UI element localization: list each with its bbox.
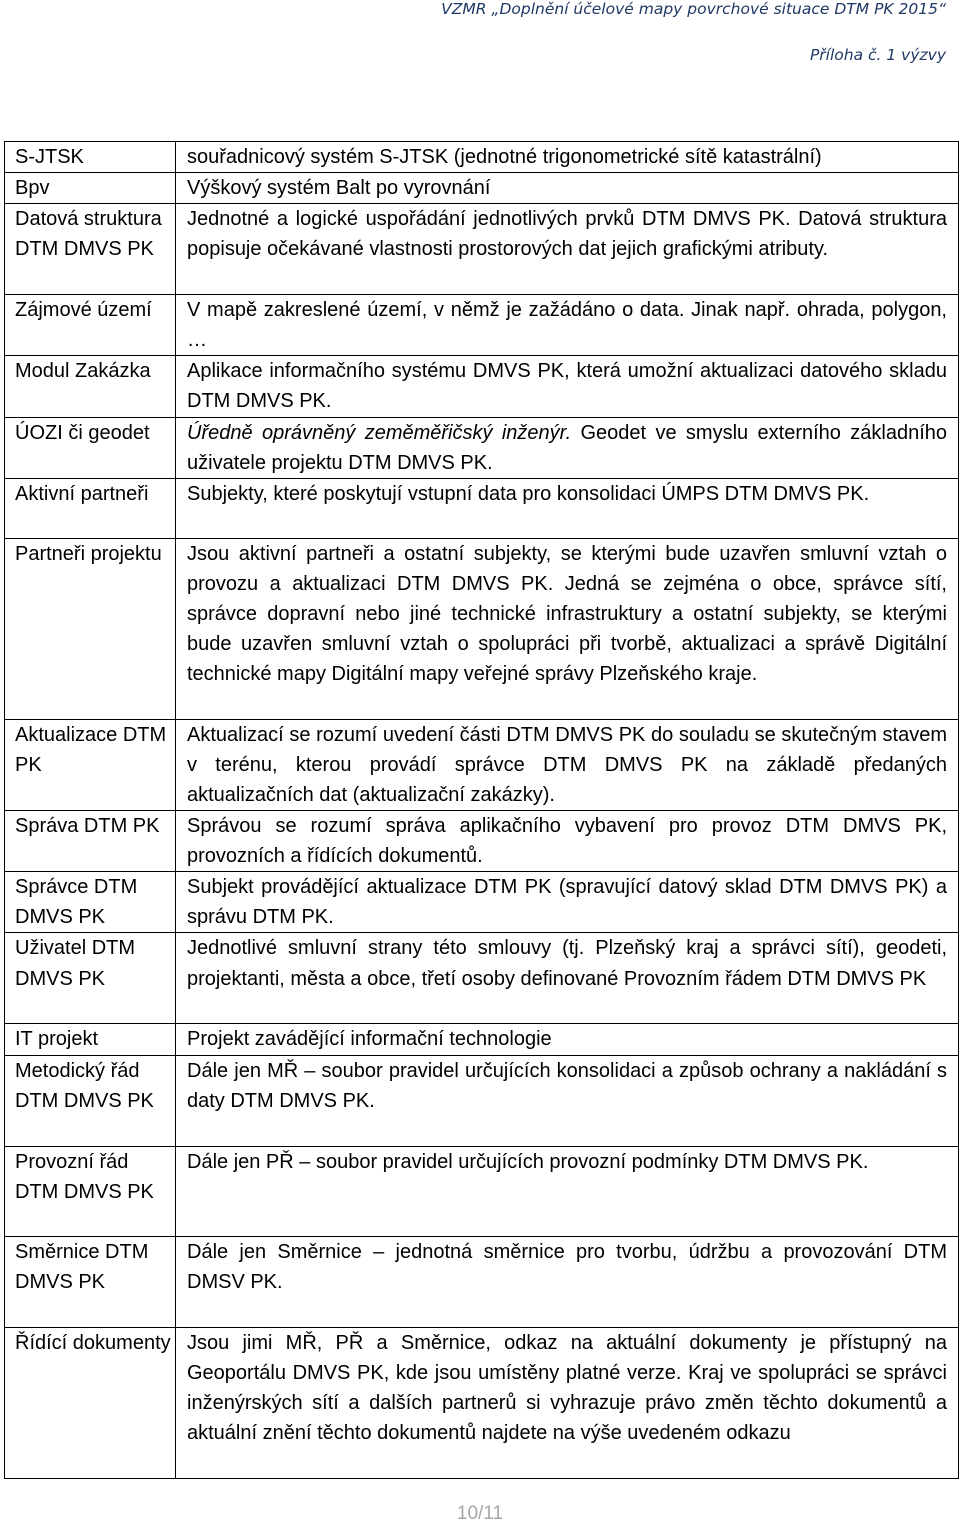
term-cell: Aktualizace DTM PK bbox=[5, 719, 176, 810]
table-row bbox=[5, 1327, 959, 1478]
term-cell: Správa DTM PK bbox=[5, 811, 176, 872]
term-cell: S-JTSK bbox=[5, 142, 176, 173]
table-row bbox=[5, 538, 959, 719]
term-cell: Správce DTM DMVS PK bbox=[5, 872, 176, 933]
definition-cell: Projekt zavádějící informační technologie bbox=[176, 1024, 959, 1055]
document-header-title: VZMR „Doplnění účelové mapy povrchové situace DTM PK 2015“ bbox=[441, 0, 946, 18]
table-row bbox=[5, 1024, 959, 1055]
definition-cell: Správou se rozumí správa aplikačního vybavení pro provoz DTM DMVS PK, provozních a řídících dokumentů. bbox=[176, 811, 959, 872]
term-cell: Aktivní partneři bbox=[5, 478, 176, 538]
definition-italic-part: Úředně oprávněný zeměměřičský inženýr. bbox=[187, 421, 572, 444]
term-cell: Uživatel DTM DMVS PK bbox=[5, 933, 176, 1024]
document-header-annex: Příloha č. 1 výzvy bbox=[809, 46, 946, 64]
definition-text-part: Geodet ve smyslu externího základního uživatele projektu DTM DMVS PK. bbox=[187, 421, 947, 474]
definition-cell: Dále jen PŘ – soubor pravidel určujících provozní podmínky DTM DMVS PK. bbox=[176, 1146, 959, 1236]
term-cell: Směrnice DTM DMVS PK bbox=[5, 1236, 176, 1327]
term-cell: Řídící dokumenty bbox=[5, 1327, 176, 1478]
definition-cell: Subjekt provádějící aktualizace DTM PK (spravující datový sklad DTM DMVS PK) a správu DTM PK. bbox=[176, 872, 959, 933]
term-cell: Bpv bbox=[5, 173, 176, 204]
table-row bbox=[5, 295, 959, 356]
term-cell: Partneři projektu bbox=[5, 538, 176, 719]
definition-cell: Aktualizací se rozumí uvedení části DTM DMVS PK do souladu se skutečným stavem v terénu, kterou provádí správce DTM DMVS PK na základě předaných aktualizačních dat (aktualizační zakázky). bbox=[176, 719, 959, 810]
term-cell: Metodický řád DTM DMVS PK bbox=[5, 1055, 176, 1146]
definition-cell: Jsou aktivní partneři a ostatní subjekty, se kterými bude uzavřen smluvní vztah o provozu a aktualizaci DTM DMVS PK. Jedná se zejména o obce, správce sítí, správce dopravní nebo jiné technické infrastruktury a ostatní subjekty, se kterými bude uzavřen smluvní vztah o spolupráci při tvorbě, aktualizaci a správě Digitální technické mapy Digitální mapy veřejné správy Plzeňského kraje. bbox=[176, 538, 959, 719]
table-row bbox=[5, 417, 959, 478]
term-cell: Zájmové území bbox=[5, 295, 176, 356]
definition-cell bbox=[176, 417, 959, 478]
definition-cell: souřadnicový systém S-JTSK (jednotné trigonometrické sítě katastrální) bbox=[176, 142, 959, 173]
table-row bbox=[5, 1236, 959, 1327]
table-row bbox=[5, 173, 959, 204]
glossary-table bbox=[4, 141, 959, 1479]
table-row bbox=[5, 478, 959, 538]
table-row bbox=[5, 811, 959, 872]
definition-cell: Subjekty, které poskytují vstupní data pro konsolidaci ÚMPS DTM DMVS PK. bbox=[176, 478, 959, 538]
term-cell: Datová struktura DTM DMVS PK bbox=[5, 204, 176, 295]
definition-cell: Jsou jimi MŘ, PŘ a Směrnice, odkaz na aktuální dokumenty je přístupný na Geoportálu DMVS PK, kde jsou umístěny platné verze. Kraj ve spolupráci se správci inženýrských sítí a dalších partnerů si vyhrazuje právo změn těchto dokumentů a aktuální znění těchto dokumentů najdete na výše uvedeném odkazu bbox=[176, 1327, 959, 1478]
term-cell: ÚOZI či geodet bbox=[5, 417, 176, 478]
table-row bbox=[5, 872, 959, 933]
table-row bbox=[5, 1146, 959, 1236]
table-row bbox=[5, 142, 959, 173]
table-row bbox=[5, 933, 959, 1024]
term-cell: Provozní řád DTM DMVS PK bbox=[5, 1146, 176, 1236]
term-cell: IT projekt bbox=[5, 1024, 176, 1055]
table-row bbox=[5, 719, 959, 810]
definition-cell: Dále jen MŘ – soubor pravidel určujících konsolidaci a způsob ochrany a nakládání s daty DTM DMVS PK. bbox=[176, 1055, 959, 1146]
table-row bbox=[5, 204, 959, 295]
definition-cell: Jednotné a logické uspořádání jednotlivých prvků DTM DMVS PK. Datová struktura popisuje očekávané vlastnosti prostorových dat jejich grafickými atributy. bbox=[176, 204, 959, 295]
definition-cell: V mapě zakreslené území, v němž je zažádáno o data. Jinak např. ohrada, polygon, … bbox=[176, 295, 959, 356]
term-cell: Modul Zakázka bbox=[5, 356, 176, 417]
definition-cell: Jednotlivé smluvní strany této smlouvy (tj. Plzeňský kraj a správci sítí), geodeti, projektanti, města a obce, třetí osoby definované Provozním řádem DTM DMVS PK bbox=[176, 933, 959, 1024]
table-row bbox=[5, 1055, 959, 1146]
page-number: 10/11 bbox=[456, 1503, 504, 1524]
definition-cell: Aplikace informačního systému DMVS PK, která umožní aktualizaci datového skladu DTM DMVS PK. bbox=[176, 356, 959, 417]
definition-cell: Dále jen Směrnice – jednotná směrnice pro tvorbu, údržbu a provozování DTM DMSV PK. bbox=[176, 1236, 959, 1327]
table-row bbox=[5, 356, 959, 417]
definition-cell: Výškový systém Balt po vyrovnání bbox=[176, 173, 959, 204]
